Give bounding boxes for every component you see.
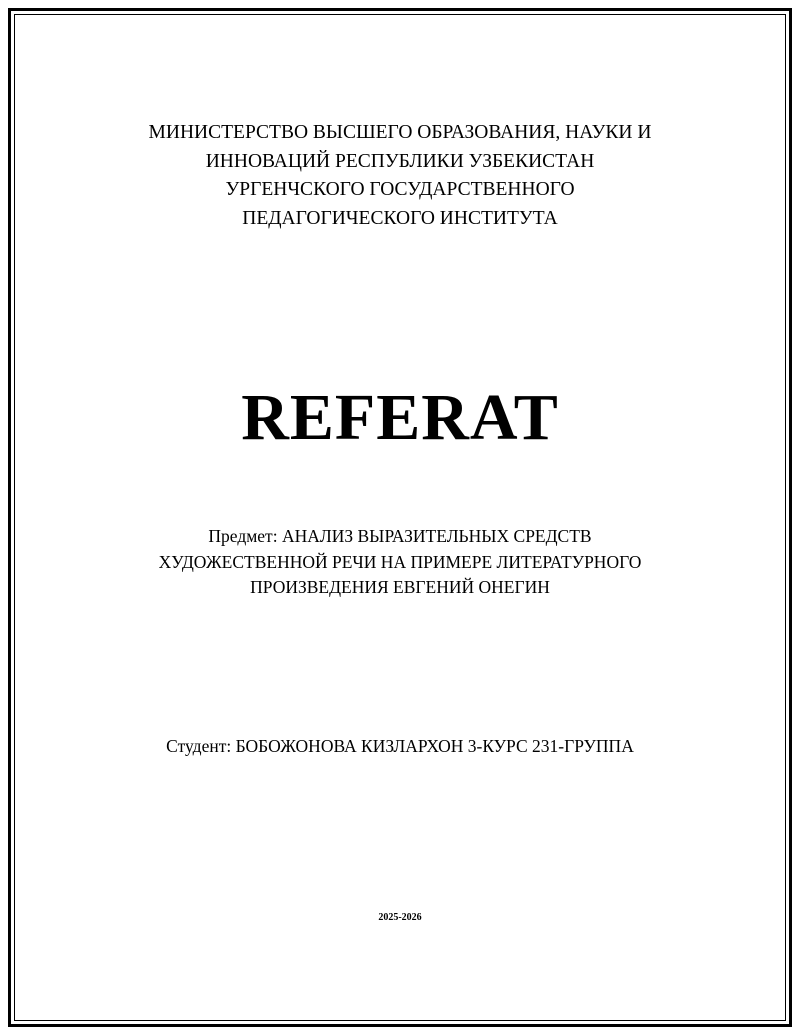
- student-info: Студент: БОБОЖОНОВА КИЗЛАРХОН 3-КУРС 231-ГРУППА: [166, 736, 634, 756]
- institution-line: МИНИСТЕРСТВО ВЫСШЕГО ОБРАЗОВАНИЯ, НАУКИ И: [148, 122, 652, 143]
- institution-line: ПЕДАГОГИЧЕСКОГО ИНСТИТУТА: [242, 207, 558, 229]
- subject-block: [0, 524, 800, 601]
- institution-line: УРГЕНЧСКОГО ГОСУДАРСТВЕННОГО: [225, 179, 575, 200]
- academic-year: 2025-2026: [378, 912, 422, 923]
- document-title: REFERAT: [241, 381, 559, 454]
- institution-heading: [0, 119, 800, 233]
- subject-line: ХУДОЖЕСТВЕННОЙ РЕЧИ НА ПРИМЕРЕ ЛИТЕРАТУРНОГО: [158, 551, 642, 572]
- subject-line: Предмет: АНАЛИЗ ВЫРАЗИТЕЛЬНЫХ СРЕДСТВ: [208, 526, 592, 546]
- institution-line: ИННОВАЦИЙ РЕСПУБЛИКИ УЗБЕКИСТАН: [205, 150, 595, 172]
- subject-line: ПРОИЗВЕДЕНИЯ ЕВГЕНИЙ ОНЕГИН: [250, 577, 550, 597]
